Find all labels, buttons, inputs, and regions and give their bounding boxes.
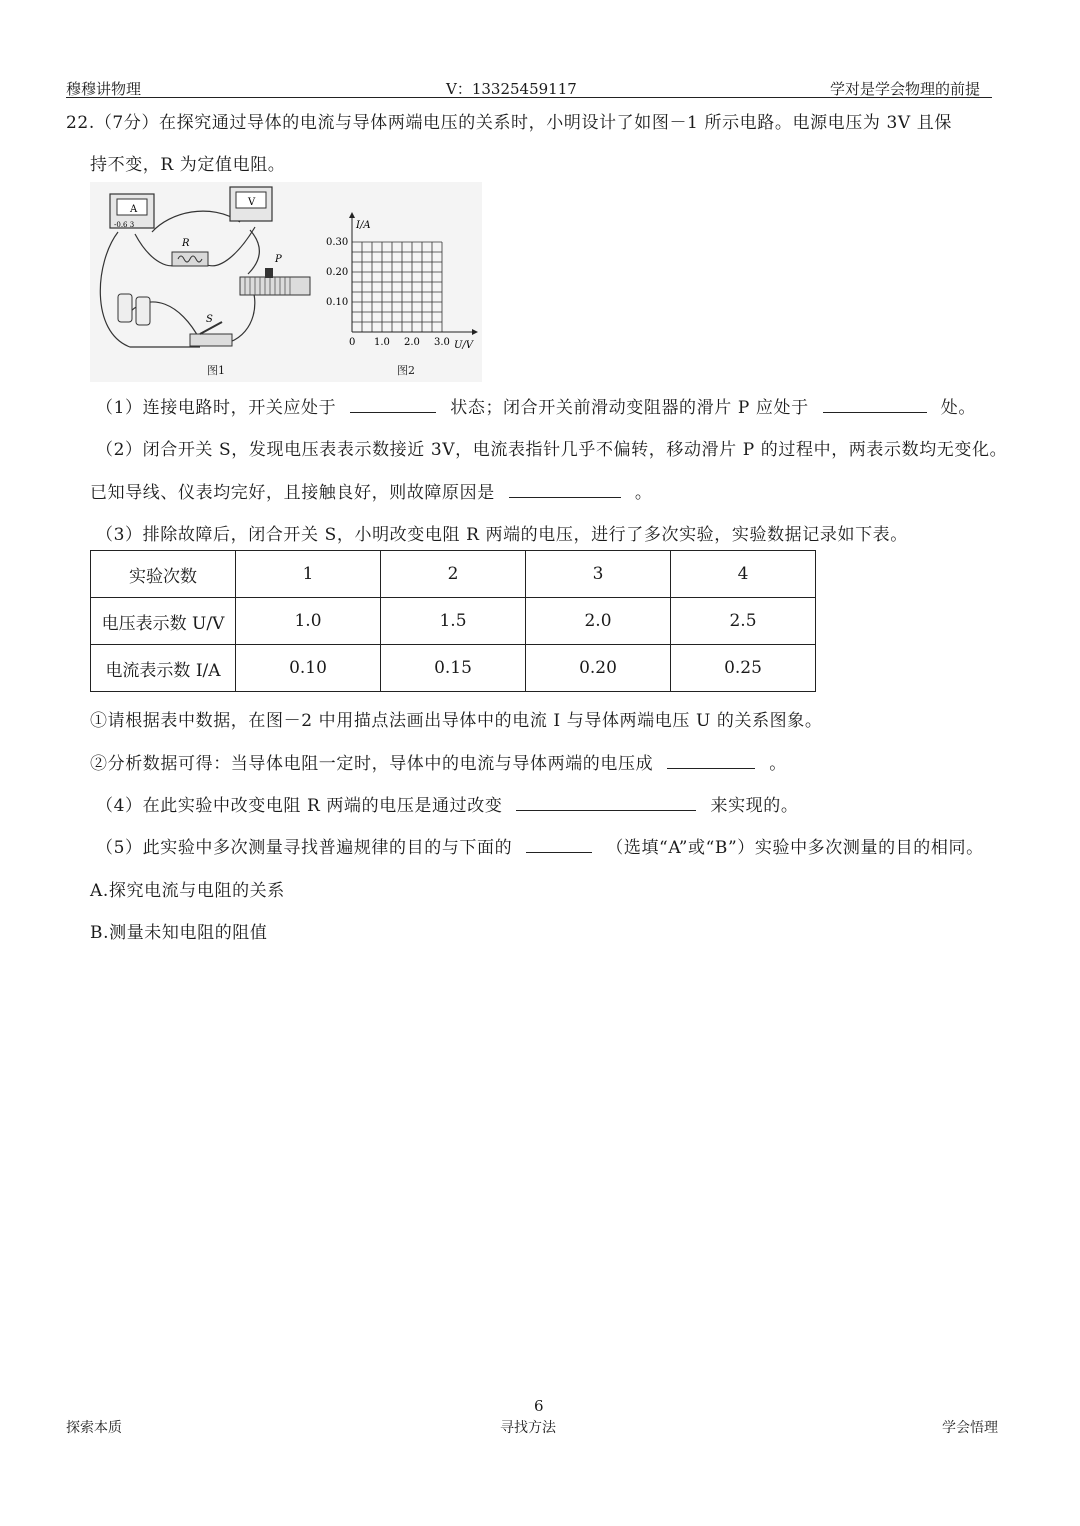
footer-right: 学会悟理: [942, 1420, 998, 1436]
y-axis-arrow: [349, 212, 355, 218]
header-divider: [66, 97, 992, 98]
part3-q1: ①请根据表中数据，在图－2 中用描点法画出导体中的电流 I 与导体两端电压 U 的关系图象。: [90, 711, 823, 731]
table-cell: 1.0: [236, 598, 381, 645]
x-axis-label: U/V: [454, 340, 474, 351]
x-tick-label: 2.0: [404, 337, 420, 348]
part4-blank[interactable]: [516, 796, 696, 811]
part1-blank2[interactable]: [823, 398, 927, 413]
voltmeter-mark: V: [248, 197, 256, 208]
part1-text-a: （1）连接电路时，开关应处于: [96, 398, 337, 418]
graph-grid: [352, 242, 442, 332]
table-cell: 1: [236, 551, 381, 598]
table-cell: 1.5: [381, 598, 526, 645]
figure2-label: 图2: [397, 364, 415, 377]
part3-q2: [90, 749, 787, 774]
table-cell: 4: [671, 551, 816, 598]
table-cell: 2.0: [526, 598, 671, 645]
part5-line: [96, 833, 984, 858]
header-left: 穆穆讲物理: [66, 80, 142, 98]
part2-text-b: 。: [634, 483, 653, 503]
figure2-graph: [322, 212, 482, 352]
ammeter-terminals: -0.6 3: [114, 221, 135, 229]
table-cell: 2: [381, 551, 526, 598]
footer-left: 探索本质: [66, 1420, 122, 1436]
footer-center: 寻找方法: [500, 1420, 556, 1436]
part1-blank1[interactable]: [350, 398, 436, 413]
part2-text-a: 已知导线、仪表均完好，且接触良好，则故障原因是: [90, 483, 495, 503]
part4-text-b: 来实现的。: [710, 796, 799, 816]
table-cell: 3: [526, 551, 671, 598]
option-b: B.测量未知电阻的阻值: [90, 923, 268, 943]
part2-line1: （2）闭合开关 S，发现电压表表示数接近 3V，电流表指针几乎不偏转，移动滑片 P 的过程中，两表示数均无变化。: [96, 440, 1008, 460]
option-a: A.探究电流与电阻的关系: [90, 881, 285, 901]
part1-text-c: 处。: [940, 398, 976, 418]
table-cell: 电压表示数 U/V: [91, 598, 236, 645]
x-tick-label: 1.0: [374, 337, 390, 348]
ammeter-mark: A: [130, 204, 138, 215]
table-cell: 0.10: [236, 645, 381, 692]
y-axis-label: I/A: [356, 220, 371, 231]
part3-q2-blank[interactable]: [667, 754, 755, 769]
part3-q2-text-b: 。: [769, 754, 787, 774]
table-row: [91, 551, 816, 598]
x-tick-label: 3.0: [434, 337, 450, 348]
table-cell: 电流表示数 I/A: [91, 645, 236, 692]
slider-label: P: [275, 254, 282, 265]
table-cell: 实验次数: [91, 551, 236, 598]
y-tick-label: 0.10: [326, 297, 349, 308]
part3-intro: （3）排除故障后，闭合开关 S，小明改变电阻 R 两端的电压，进行了多次实验，实验数据记录如下表。: [96, 525, 908, 545]
table-cell: 0.15: [381, 645, 526, 692]
y-tick-label: 0.20: [326, 267, 349, 278]
circuit-illustration: [90, 182, 330, 382]
part2-blank[interactable]: [509, 483, 621, 498]
part5-text-a: （5）此实验中多次测量寻找普遍规律的目的与下面的: [96, 838, 513, 858]
table-cell: 0.20: [526, 645, 671, 692]
y-tick-label: 0.30: [326, 237, 349, 248]
table-row: [91, 645, 816, 692]
question-intro-line1: 22.（7分）在探究通过导体的电流与导体两端电压的关系时，小明设计了如图－1 所示电路。电源电压为 3V 且保: [66, 113, 952, 133]
question-intro-line2: 持不变，R 为定值电阻。: [90, 155, 286, 175]
table-row: [91, 598, 816, 645]
switch-label: S: [206, 314, 213, 325]
part4-text-a: （4）在此实验中改变电阻 R 两端的电压是通过改变: [96, 796, 503, 816]
part1-text-b: 状态；闭合开关前滑动变阻器的滑片 P 应处于: [450, 398, 809, 418]
header-right: 学对是学会物理的前提: [830, 80, 981, 98]
part2-line2: [90, 478, 652, 503]
resistor-label: R: [182, 238, 190, 249]
part3-q2-text-a: ②分析数据可得：当导体电阻一定时，导体中的电流与导体两端的电压成: [90, 754, 654, 774]
part1-line: [96, 393, 976, 418]
x-tick-label: 0: [349, 337, 356, 348]
x-axis-arrow: [472, 329, 478, 335]
part5-text-b: （选填“A”或“B”）实验中多次测量的目的相同。: [606, 838, 984, 858]
x-tick-labels: [349, 337, 450, 348]
table-cell: 2.5: [671, 598, 816, 645]
page-number: 6: [534, 1397, 544, 1415]
y-tick-labels: [326, 237, 348, 308]
table-cell: 0.25: [671, 645, 816, 692]
figure1-label: 图1: [207, 364, 225, 377]
part4-line: [96, 791, 798, 816]
part5-blank[interactable]: [526, 838, 592, 853]
data-table: [90, 550, 816, 692]
header-center: V：13325459117: [446, 80, 577, 98]
